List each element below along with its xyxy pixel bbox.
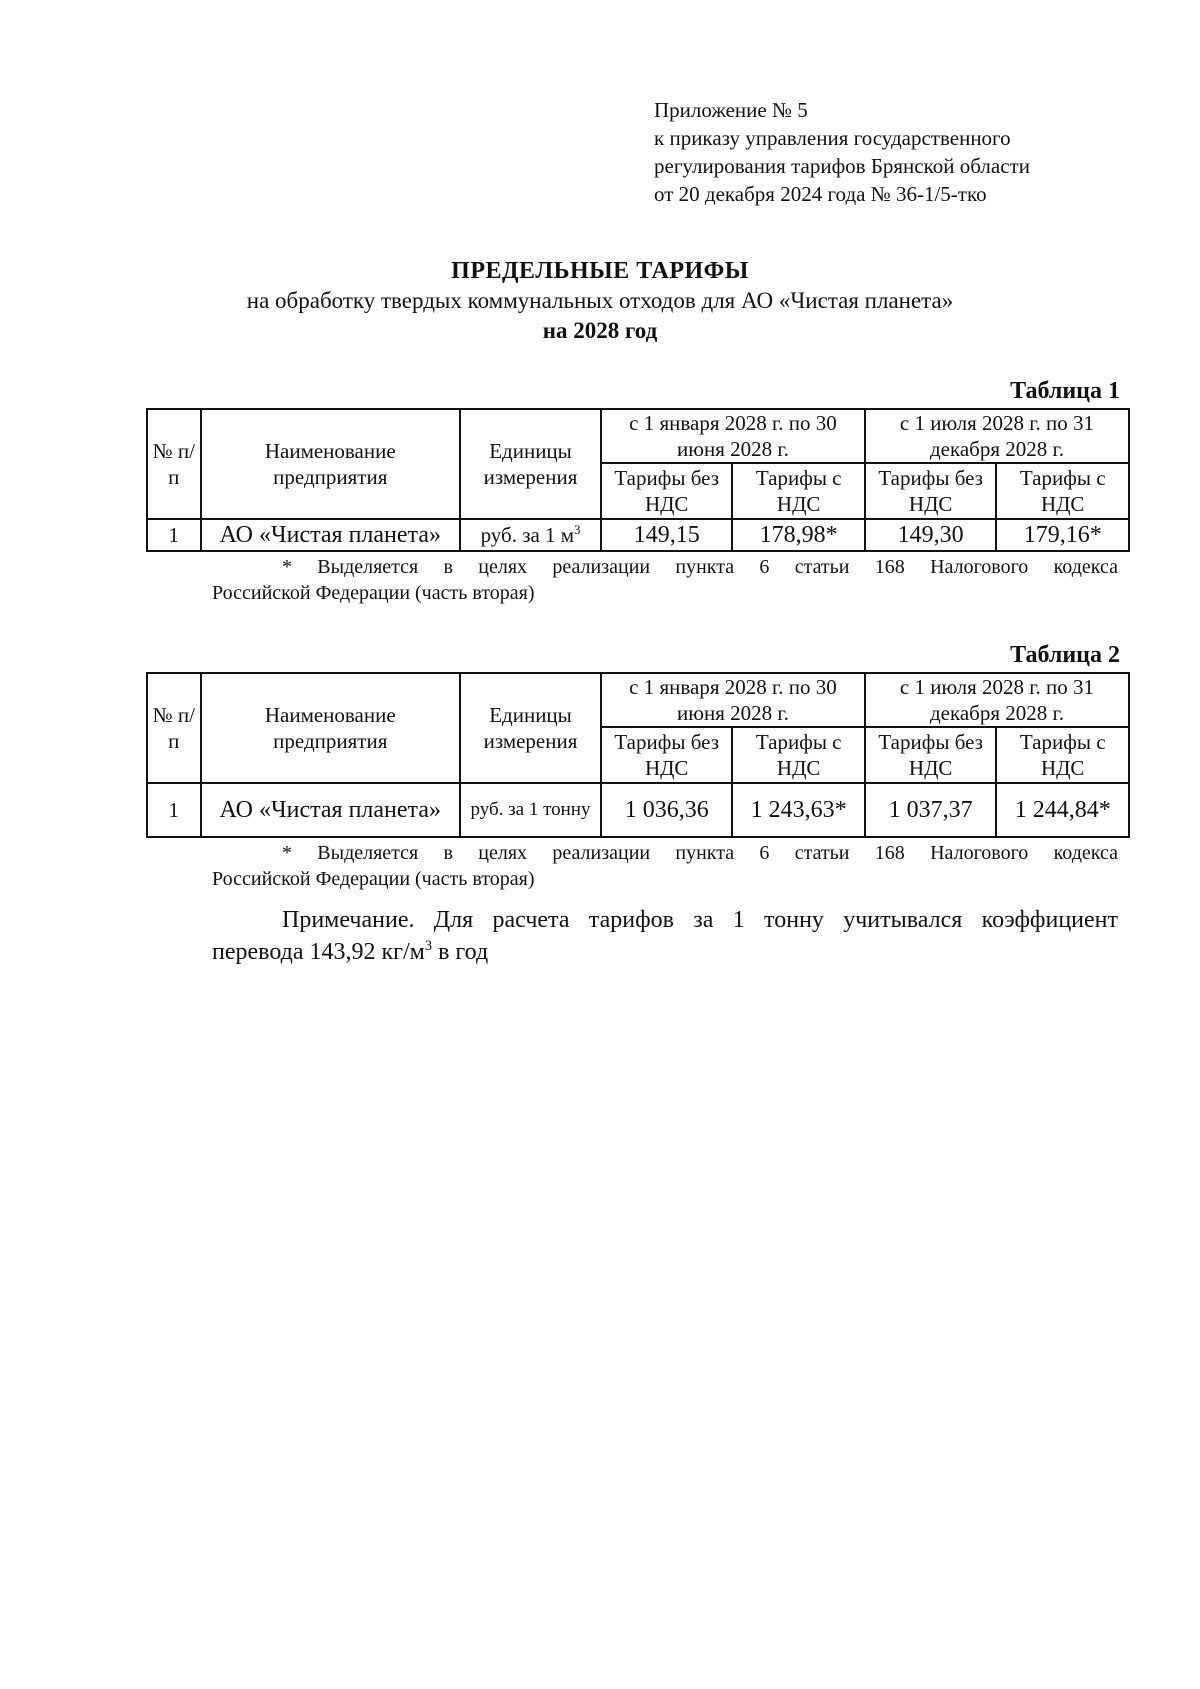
row-p1-no-vat: 1 036,36 bbox=[601, 783, 732, 837]
footnote-1 bbox=[212, 554, 1118, 606]
row-unit-text: руб. за 1 м bbox=[480, 523, 575, 547]
appendix-line-2: к приказу управления государственного bbox=[654, 126, 1011, 150]
note-sup: 3 bbox=[424, 938, 433, 954]
note-line-1: Примечание. Для расчета тарифов за 1 тонну учитывался коэффициент bbox=[282, 907, 1118, 933]
row-unit: руб. за 1 тонну bbox=[460, 783, 601, 837]
footnote-2-line-1: * Выделяется в целях реализации пункта 6 статьи 168 Налогового кодекса bbox=[282, 842, 1118, 864]
table-row bbox=[147, 783, 1129, 837]
header-period-2: с 1 июля 2028 г. по 31 декабря 2028 г. bbox=[865, 673, 1129, 727]
header-unit: Единицы измерения bbox=[460, 409, 601, 519]
header-num: № п/п bbox=[147, 673, 201, 783]
header-period-1: с 1 января 2028 г. по 30 июня 2028 г. bbox=[601, 673, 865, 727]
row-p2-with-vat: 1 244,84* bbox=[996, 783, 1129, 837]
row-p2-with-vat: 179,16* bbox=[996, 519, 1129, 551]
tariff-table-1 bbox=[146, 408, 1130, 552]
row-num: 1 bbox=[147, 783, 201, 837]
footnote-1-line-1: * Выделяется в целях реализации пункта 6 статьи 168 Налогового кодекса bbox=[282, 556, 1118, 578]
header-p2-with-vat: Тарифы с НДС bbox=[996, 463, 1129, 519]
footnote-2 bbox=[212, 840, 1118, 892]
appendix-line-4: от 20 декабря 2024 года № 36-1/5-тко bbox=[654, 182, 987, 206]
table-2-label: Таблица 2 bbox=[1010, 642, 1120, 668]
tariff-table-2 bbox=[146, 672, 1130, 838]
row-unit-sup: 3 bbox=[574, 523, 581, 537]
row-name: АО «Чистая планета» bbox=[201, 783, 460, 837]
footnote-1-line-2: Российской Федерации (часть вторая) bbox=[212, 582, 535, 604]
header-unit: Единицы измерения bbox=[460, 673, 601, 783]
note-line-2 bbox=[212, 936, 1118, 968]
row-p2-no-vat: 1 037,37 bbox=[865, 783, 996, 837]
header-name: Наименование предприятия bbox=[201, 409, 460, 519]
note-paragraph bbox=[212, 904, 1118, 968]
row-p1-no-vat: 149,15 bbox=[601, 519, 732, 551]
header-period-2: с 1 июля 2028 г. по 31 декабря 2028 г. bbox=[865, 409, 1129, 463]
note-line-2-end: в год bbox=[432, 939, 489, 965]
document-title bbox=[0, 256, 1200, 346]
header-num: № п/п bbox=[147, 409, 201, 519]
header-p1-with-vat: Тарифы с НДС bbox=[732, 463, 865, 519]
header-p2-with-vat: Тарифы с НДС bbox=[996, 727, 1129, 783]
title-year: на 2028 год bbox=[542, 318, 658, 343]
row-num: 1 bbox=[147, 519, 201, 551]
row-unit bbox=[460, 519, 601, 551]
title-subtitle: на обработку твердых коммунальных отходов для АО «Чистая планета» bbox=[246, 288, 954, 313]
header-p2-no-vat: Тарифы без НДС bbox=[865, 727, 996, 783]
header-period-1: с 1 января 2028 г. по 30 июня 2028 г. bbox=[601, 409, 865, 463]
footnote-2-line-2: Российской Федерации (часть вторая) bbox=[212, 868, 535, 890]
header-p1-no-vat: Тарифы без НДС bbox=[601, 463, 732, 519]
row-name: АО «Чистая планета» bbox=[201, 519, 460, 551]
row-p2-no-vat: 149,30 bbox=[865, 519, 996, 551]
header-p2-no-vat: Тарифы без НДС bbox=[865, 463, 996, 519]
table-1-label: Таблица 1 bbox=[1010, 378, 1120, 404]
appendix-header bbox=[654, 96, 1030, 208]
note-line-2-text: перевода 143,92 кг/м bbox=[212, 939, 425, 965]
appendix-line-3: регулирования тарифов Брянской области bbox=[654, 154, 1030, 178]
row-p1-with-vat: 1 243,63* bbox=[732, 783, 865, 837]
title-main: ПРЕДЕЛЬНЫЕ ТАРИФЫ bbox=[451, 258, 749, 284]
appendix-line-1: Приложение № 5 bbox=[654, 98, 808, 122]
header-p1-no-vat: Тарифы без НДС bbox=[601, 727, 732, 783]
table-row bbox=[147, 519, 1129, 551]
header-p1-with-vat: Тарифы с НДС bbox=[732, 727, 865, 783]
row-p1-with-vat: 178,98* bbox=[732, 519, 865, 551]
header-name: Наименование предприятия bbox=[201, 673, 460, 783]
